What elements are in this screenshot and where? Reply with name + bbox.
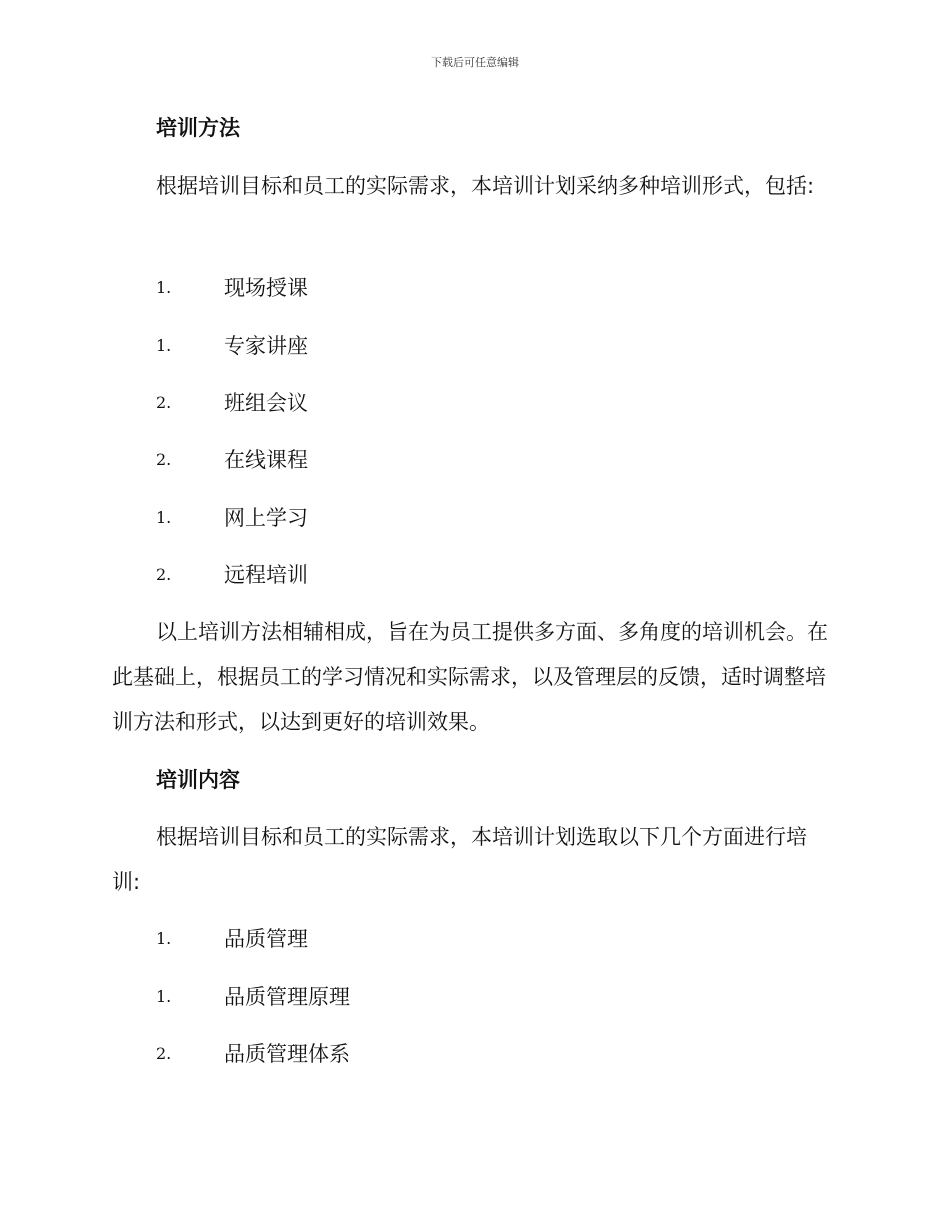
list-item-text: 远程培训	[224, 563, 308, 587]
list-item-text: 专家讲座	[224, 334, 308, 358]
list-item	[156, 331, 308, 361]
list-item	[156, 560, 308, 590]
list-item-text: 在线课程	[224, 448, 308, 472]
list-item-number: 1.	[156, 336, 172, 355]
list-item	[156, 924, 308, 954]
list-item	[156, 273, 308, 303]
list-item	[156, 388, 308, 418]
list-item	[156, 982, 350, 1012]
section-heading-training-content: 培训内容	[156, 768, 240, 792]
list-item-number: 2.	[156, 393, 172, 412]
list-item-text: 现场授课	[224, 276, 308, 300]
list-item-number: 1.	[156, 278, 172, 297]
header-note: 下载后可任意编辑	[431, 56, 519, 69]
list-item-number: 1.	[156, 987, 172, 1006]
list-item-text: 品质管理	[224, 927, 308, 951]
section-closing-training-methods: 以上培训方法相辅相成，旨在为员工提供多方面、多角度的培训机会。在此基础上，根据员工的学习情况和实际需求，以及管理层的反馈，适时调整培训方法和形式，以达到更好的培训效果。	[112, 620, 828, 734]
section-heading-training-methods: 培训方法	[156, 116, 240, 140]
list-item	[156, 1039, 350, 1069]
list-item-number: 2.	[156, 450, 172, 469]
list-item-text: 品质管理原理	[224, 985, 350, 1009]
list-item	[156, 445, 308, 475]
list-item-text: 班组会议	[224, 391, 308, 415]
list-item-number: 2.	[156, 565, 172, 584]
list-item-number: 2.	[156, 1044, 172, 1063]
list-item	[156, 503, 308, 533]
list-item-text: 网上学习	[224, 506, 308, 530]
list-item-number: 1.	[156, 929, 172, 948]
section-intro-training-content: 根据培训目标和员工的实际需求，本培训计划选取以下几个方面进行培训:	[112, 825, 807, 894]
section-intro-training-methods: 根据培训目标和员工的实际需求，本培训计划采纳多种培训形式，包括:	[156, 174, 815, 198]
list-item-number: 1.	[156, 508, 172, 527]
list-item-text: 品质管理体系	[224, 1042, 350, 1066]
